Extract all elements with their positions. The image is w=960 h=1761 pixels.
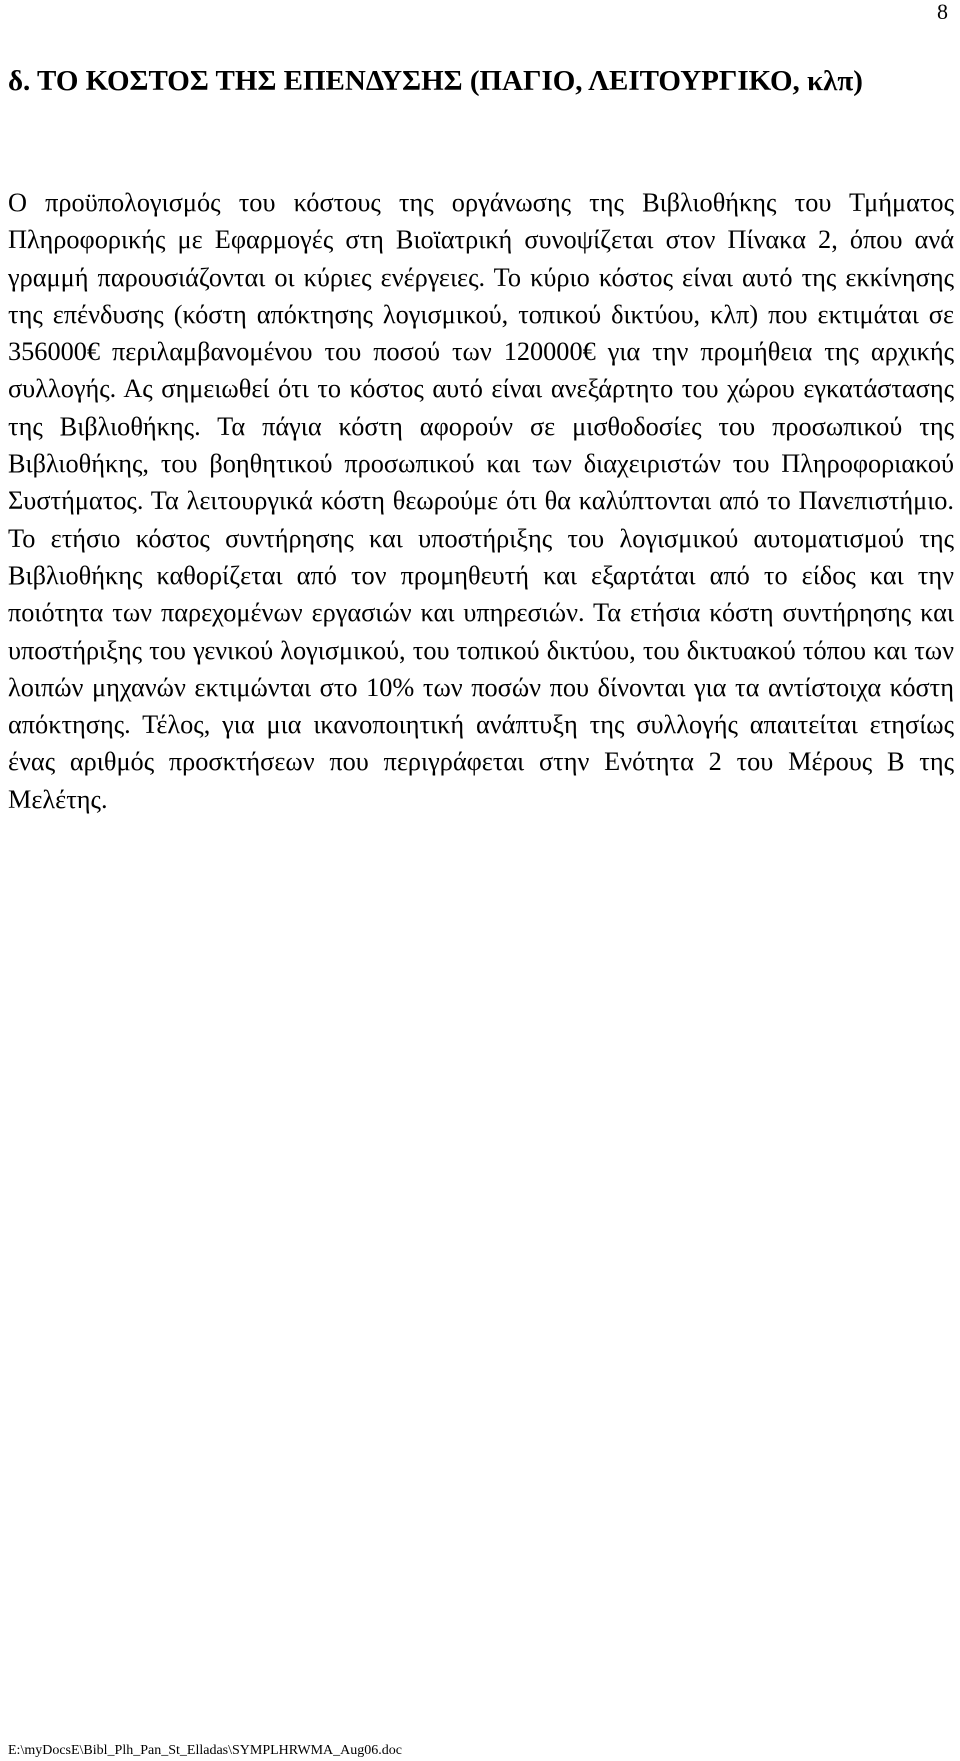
- footer-file-path: E:\myDocsE\Bibl_Plh_Pan_St_Elladas\SYMPLHRWMA_Aug06.doc: [8, 1743, 402, 1758]
- page-number: 8: [937, 0, 948, 24]
- body-paragraph: Ο προϋπολογισμός του κόστους της οργάνωσης της Βιβλιοθήκης του Τμήματος Πληροφορικής με Εφαρμογές στη Βιοϊατρική συνοψίζεται στον Πίνακα 2, όπου ανά γραμμή παρουσιάζονται οι κύριες ενέργειες. Το κύριο κόστος είναι αυτό της εκκίνησης της επένδυσης (κόστη απόκτησης λογισμικού, τοπικού δικτύου, κλπ) που εκτιμάται σε 356000€ περιλαμβανομένου του ποσού των 120000€ για την προμήθεια της αρχικής συλλογής. Ας σημειωθεί ότι το κόστος αυτό είναι ανεξάρτητο του χώρου εγκατάστασης της Βιβλιοθήκης. Τα πάγια κόστη αφορούν σε μισθοδοσίες του προσωπικού της Βιβλιοθήκης, του βοηθητικού προσωπικού και των διαχειριστών του Πληροφοριακού Συστήματος. Τα λειτουργικά κόστη θεωρούμε ότι θα καλύπτονται από το Πανεπιστήμιο. Το ετήσιο κόστος συντήρησης και υποστήριξης του λογισμικού αυτοματισμού της Βιβλιοθήκης καθορίζεται από τον προμηθευτή και εξαρτάται από το είδος και την ποιότητα των παρεχομένων εργασιών και υπηρεσιών. Τα ετήσια κόστη συντήρησης και υποστήριξης του γενικού λογισμικού, του τοπικού δικτύου, του δικτυακού τόπου και των λοιπών μηχανών εκτιμώνται στο 10% των ποσών που δίνονται για τα αντίστοιχα κόστη απόκτησης. Τέλος, για μια ικανοποιητική ανάπτυξη της συλλογής απαιτείται ετησίως ένας αριθμός προσκτήσεων που περιγράφεται στην Ενότητα 2 του Μέρους Β της Μελέτης.: [8, 188, 954, 814]
- section-heading: δ. ΤΟ ΚΟΣΤΟΣ ΤΗΣ ΕΠΕΝΔΥΣΗΣ (ΠΑΓΙΟ, ΛΕΙΤΟΥΡΓΙΚΟ, κλπ): [8, 65, 863, 97]
